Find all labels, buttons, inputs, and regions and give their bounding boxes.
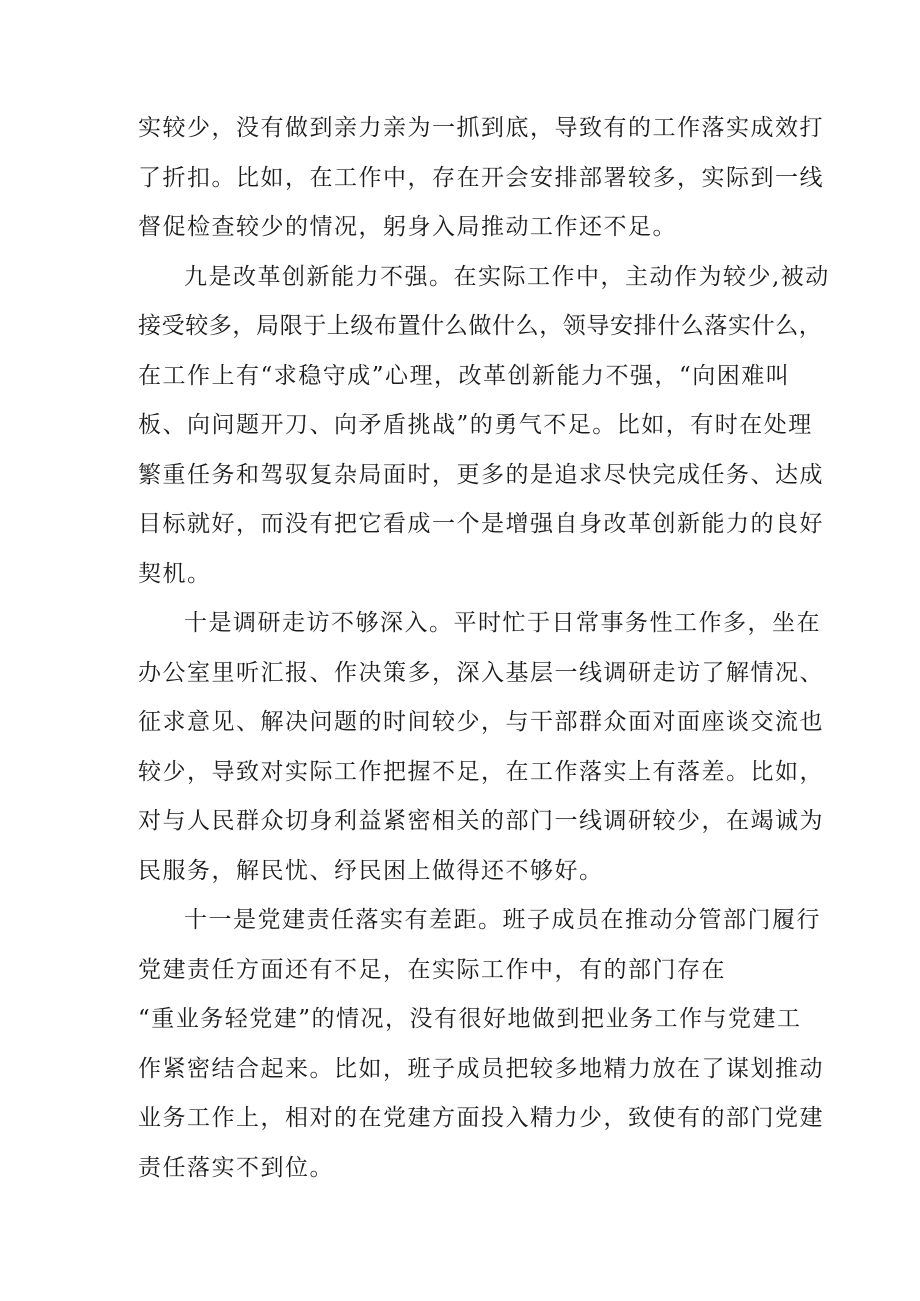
text-line: 板、向问题开刀、向矛盾挑战”的勇气不足。比如，有时在处理 bbox=[138, 412, 813, 438]
text-line: 对与人民群众切身利益紧密相关的部门一线调研较少，在竭诚为 bbox=[138, 808, 824, 834]
document-body bbox=[138, 104, 830, 1193]
text-line: 征求意见、解决问题的时间较少，与干部群众面对面座谈交流也 bbox=[138, 709, 824, 735]
paragraph-start-line: 十是调研走访不够深入。平时忙于日常事务性工作多，坐在 bbox=[184, 610, 821, 636]
text-line: 了折扣。比如，在工作中，存在开会安排部署较多，实际到一线 bbox=[138, 164, 824, 191]
text-line: 较少，导致对实际工作把握不足，在工作落实上有落差。比如， bbox=[138, 758, 824, 785]
text-line: 责任落实不到位。 bbox=[138, 1154, 334, 1181]
text-line: 契机。 bbox=[138, 560, 212, 587]
text-line: 办公室里听汇报、作决策多，深入基层一线调研走访了解情况、 bbox=[138, 659, 824, 686]
text-line: 目标就好，而没有把它看成一个是增强自身改革创新能力的良好 bbox=[138, 511, 824, 537]
text-line: 在工作上有“求稳守成”心理，改革创新能力不强，“向困难叫 bbox=[138, 362, 791, 389]
text-line: 接受较多，局限于上级布置什么做什么，领导安排什么落实什么， bbox=[138, 313, 823, 339]
text-line: 繁重任务和驾驭复杂局面时，更多的是追求尽快完成任务、达成 bbox=[138, 461, 824, 488]
text-line: 作紧密结合起来。比如，班子成员把较多地精力放在了谋划推动 bbox=[138, 1055, 824, 1082]
text-line: 实较少，没有做到亲力亲为一抓到底，导致有的工作落实成效打 bbox=[138, 115, 824, 141]
text-line: 督促检查较少的情况，躬身入局推动工作还不足。 bbox=[138, 214, 677, 240]
text-line: 业务工作上，相对的在党建方面投入精力少，致使有的部门党建 bbox=[138, 1105, 824, 1131]
text-line: 民服务，解民忧、纾民困上做得还不够好。 bbox=[138, 857, 604, 884]
text-line: 党建责任方面还有不足，在实际工作中，有的部门存在 bbox=[138, 956, 726, 983]
paragraph-start-line: 十一是党建责任落实有差距。班子成员在推动分管部门履行 bbox=[184, 907, 821, 933]
paragraph-start-line: 九是改革创新能力不强。在实际工作中，主动作为较少,被动 bbox=[184, 263, 830, 290]
text-line: “重业务轻党建”的情况，没有很好地做到把业务工作与党建工 bbox=[138, 1006, 802, 1032]
